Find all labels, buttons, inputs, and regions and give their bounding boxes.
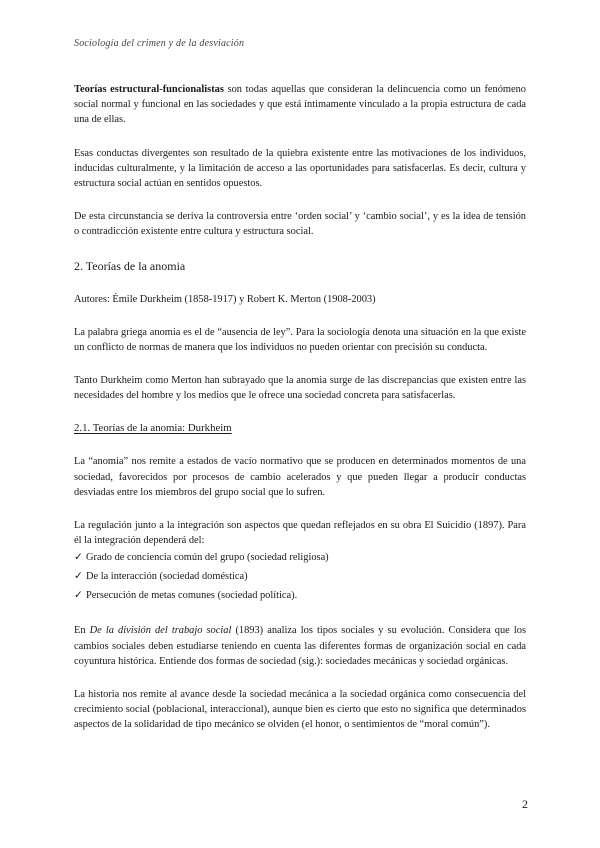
term-bold: Teorías estructural-funcionalistas <box>74 84 224 95</box>
book-title: De la división del trabajo social <box>89 625 232 637</box>
paragraph-divergent-conduct: Esas conductas divergentes son resultado de la quiebra existente entre las motivaciones de los individuos, inducidas culturalmente, y la limitación de acceso a las oportunidades para satisfacerlas. Es decir, cultura y estructura social actúan en sentidos opuestos. <box>74 147 526 190</box>
section-heading-anomia: 2. Teorías de la anomia <box>74 258 186 273</box>
subsection-heading-durkheim: 2.1. Teorías de la anomia: Durkheim <box>74 422 232 435</box>
paragraph-anomia-vacio: La “anomia” nos remite a estados de vacío normativo que se producen en determinados momentos de una sociedad, favorecidos por procesos de cambio acelerados y que pueden llegar a producir conductas desviadas entre los miembros del grupo social que lo sufren. <box>74 456 526 498</box>
checkmark-icon: ✓ <box>74 571 83 583</box>
authors-line: Autores: Émile Durkheim (1858-1917) y Robert K. Merton (1908-2003) <box>74 293 376 305</box>
paragraph-anomia-definition: La palabra griega anomia es el de “ausencia de ley”. Para la sociología denota una situación en la que existe un conflicto de normas de manera que los individuos no pueden orientar con precisión su conducta. <box>74 326 526 353</box>
paragraph-text: son todas aquellas que consideran la delincuencia como un fenómeno social normal y funcional en las sociedades y que está íntimamente vinculado a la propia estructura de cada una de ellas. <box>74 84 526 126</box>
paragraph-historia: La historia nos remite al avance desde la sociedad mecánica a la sociedad orgánica como consecuencia del crecimiento social (poblacional, interaccional), aunque bien es cierto que esto no significa que determinados aspectos de la solidaridad de tipo mecánico se olviden (el honor, o sentimientos de “moral común”). <box>74 689 526 731</box>
running-header: Sociología del crimen y de la desviación <box>74 38 245 49</box>
list-item: ✓ De la interacción (sociedad doméstica) <box>74 567 526 586</box>
checkmark-icon: ✓ <box>74 552 83 564</box>
paragraph-durkheim-merton: Tanto Durkheim como Merton han subrayado que la anomia surge de las discrepancias que existen entre las necesidades del hombre y los medios que le ofrece una sociedad concreta para satisfacerlas. <box>74 375 526 402</box>
page-body <box>74 82 526 733</box>
paragraph-division-trabajo: En De la división del trabajo social (1893) analiza los tipos sociales y su evolución. Considera que los cambios sociales deben estudiarse teniendo en cuenta las diferentes formas de organización social en cada coyuntura histórica. Entiende dos formas de sociedad (sig.): sociedades mecánicas y sociedad orgánicas. <box>74 625 527 667</box>
list-item: ✓ Persecución de metas comunes (sociedad política). <box>74 586 526 605</box>
list-item: ✓ Grado de conciencia común del grupo (sociedad religiosa) <box>74 548 526 567</box>
checkmark-icon: ✓ <box>74 590 83 602</box>
integration-list <box>74 548 526 605</box>
paragraph-regulacion: La regulación junto a la integración son aspectos que quedan reflejados en su obra El Suicidio (1897). Para él la integración dependerá del: <box>74 520 526 547</box>
paragraph-controversy: De esta circunstancia se deriva la controversia entre ‘orden social’ y ‘cambio social’, y es la idea de tensión o contradicción existente entre cultura y estructura social. <box>74 211 526 238</box>
paragraph-structural-functionalist <box>74 82 526 128</box>
page-number: 2 <box>522 797 528 811</box>
